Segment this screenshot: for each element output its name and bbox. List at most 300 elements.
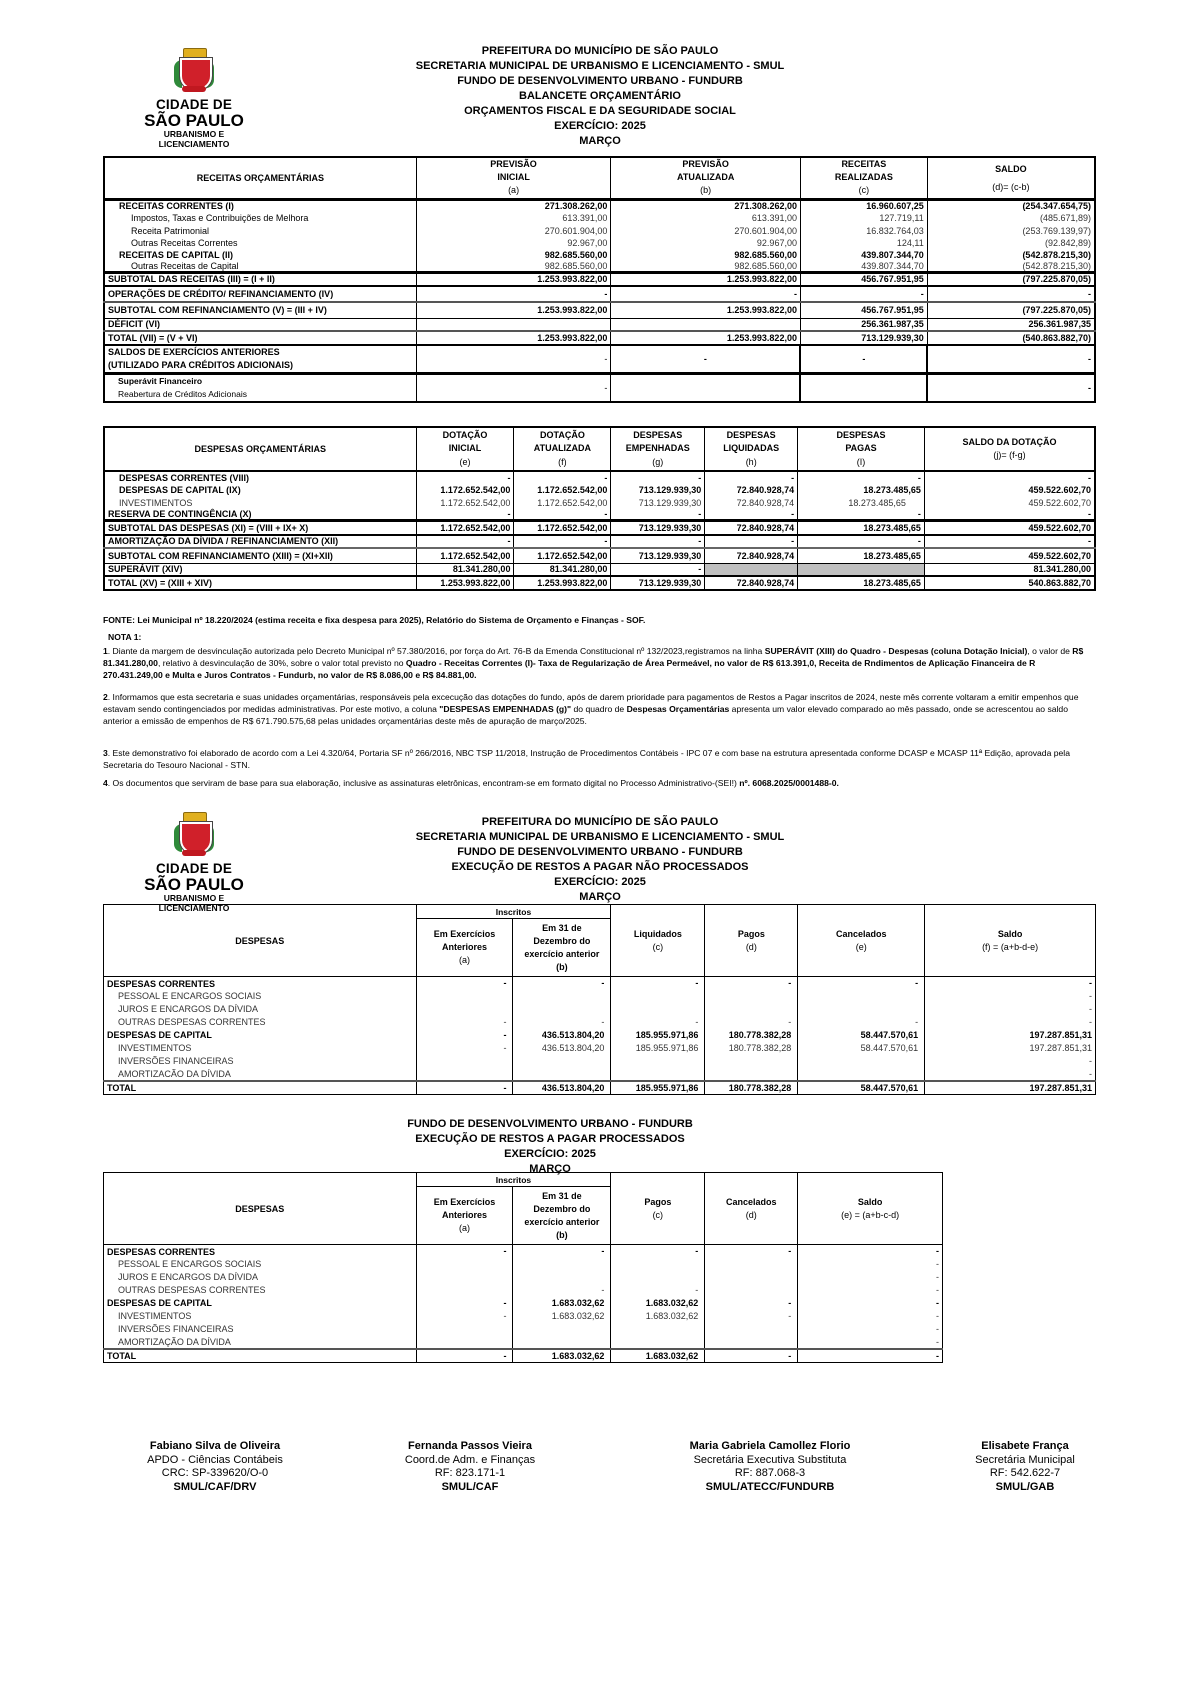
header-line: MARÇO [579,135,621,147]
signatory-id: CRC: SP-339620/O-0 [161,1467,269,1479]
header-line: EXERCÍCIO: 2025 [504,1148,596,1160]
cell-a: - [416,286,611,302]
cell-i: - [798,535,925,548]
cell-h: - [705,535,798,548]
signature-block [955,1440,1095,1494]
cell-f: - [1089,1056,1092,1066]
logo-line: URBANISMO E [163,893,225,903]
col-header-exercicios-anteriores: Em Exercícios Anteriores (a) [416,1187,513,1245]
cell-d: - [1088,383,1091,393]
cell-b [513,1271,611,1284]
cell-d [705,1284,798,1297]
table-row [104,199,1095,212]
row-label: PESSOAL E ENCARGOS SOCIAIS [104,1258,417,1271]
cell-b [611,374,801,403]
cell-c: 439.807.344,70 [800,250,927,261]
row-label: OUTRAS DESPESAS CORRENTES [104,1016,417,1029]
cell-d: (542.878.215,30) [1022,250,1091,260]
cell-i: 18.273.485,65 [798,496,925,509]
cell-c: - [800,286,927,302]
row-label: SUBTOTAL DAS DESPESAS (XI) = (VIII + IX+ X) [104,521,416,535]
cell-i: 18.273.485,65 [798,483,925,496]
cell-c: 256.361.987,35 [800,318,927,331]
table-row [104,302,1095,318]
cell-e: - [936,1336,939,1347]
cell-b [513,1068,611,1081]
row-label: DESPESAS DE CAPITAL [104,1297,417,1310]
col-header-31-dezembro: Em 31 de Dezembro do exercício anterior (b) [513,1187,611,1245]
cell-d: - [705,1297,798,1310]
row-label: PESSOAL E ENCARGOS SOCIAIS [104,990,417,1003]
row-label: SALDOS DE EXERCÍCIOS ANTERIORES (UTILIZADO PARA CRÉDITOS ADICIONAIS) [104,345,416,374]
cell-e: 58.447.570,61 [798,1029,925,1042]
col-header-dotacao-inicial: DOTAÇÃO INICIAL (e) [416,427,514,471]
cell-d: - [705,1245,798,1258]
cell-e: 81.341.280,00 [416,564,514,576]
cell-d [705,1271,798,1284]
table-row [104,1297,943,1310]
cell-f: 1.172.652.542,00 [514,496,611,509]
cell-j: 459.522.602,70 [1028,522,1091,533]
report-header-rp-nao-processados [380,815,820,905]
cell-a [416,1271,513,1284]
row-label: Superávit Financeiro Reabertura de Créditos Adicionais [104,374,416,403]
col-header-dotacao-atualizada: DOTAÇÃO ATUALIZADA (f) [514,427,611,471]
cell-b: 982.685.560,00 [611,261,801,273]
cell-g: - [611,535,705,548]
signatory-name: Maria Gabriela Camollez Florio [689,1440,851,1452]
cell-h: - [705,471,798,483]
cell-d: 180.778.382,28 [705,1029,798,1042]
col-header-saldo: SALDO (d)= (c-b) [992,163,1030,192]
row-label: DESPESAS DE CAPITAL [104,1029,417,1042]
header-line: EXERCÍCIO: 2025 [554,120,646,132]
cell-b: - [513,1016,611,1029]
cell-c [611,990,705,1003]
cell-e: - [798,1016,925,1029]
header-line: SECRETARIA MUNICIPAL DE URBANISMO E LICENCIAMENTO - SMUL [415,60,785,72]
table-row [104,1245,943,1258]
signatory-role: Coord.de Adm. e Finanças [404,1453,536,1466]
table-row [104,331,1095,345]
cell-f: - [514,535,611,548]
table-row [104,1029,1096,1042]
cell-e: - [416,471,514,483]
cell-d: (797.225.870,05) [1022,305,1091,316]
cell-c: 185.955.971,86 [611,1029,705,1042]
row-label: TOTAL (VII) = (V + VI) [104,331,416,345]
cell-e: - [936,1259,939,1269]
cell-e: - [936,1298,939,1308]
receitas-table [103,156,1096,403]
row-label: INVESTIMENTOS [104,1042,417,1055]
cell-d: (253.769.139,97) [1022,225,1091,236]
table-row [104,564,1095,576]
cell-b: - [611,345,801,374]
cell-c [611,1336,705,1349]
signatory-id: RF: 887.068-3 [734,1467,806,1479]
signature-block [385,1440,555,1494]
cell-d: (542.878.215,30) [1022,260,1091,271]
row-label: Outras Receitas de Capital [104,261,416,273]
col-header-inscritos: Inscritos [416,1173,611,1187]
cell-f: 1.172.652.542,00 [514,483,611,496]
logo-line: LICENCIAMENTO [158,139,230,149]
report-header-balancete [380,44,820,149]
cell-b [513,1336,611,1349]
cell-b: 1.683.032,62 [513,1349,611,1363]
cell-c [611,1258,705,1271]
table-row [104,250,1095,261]
col-header-liquidados: Liquidados (c) [611,905,705,977]
despesas-table [103,426,1096,591]
row-label: AMORTIZAÇÃO DA DÍVIDA / REFINANCIAMENTO (XII) [104,535,416,548]
row-label: TOTAL [104,1081,417,1095]
cell-d: - [1088,289,1091,299]
col-header-pagas: DESPESAS PAGAS (I) [798,427,925,471]
cell-e: - [416,509,514,521]
cell-b: 436.513.804,20 [513,1081,611,1095]
cell-c: 1.683.032,62 [611,1349,705,1363]
cell-b: 436.513.804,20 [513,1029,611,1042]
cell-a: 271.308.262,00 [416,199,611,212]
cell-c [611,1271,705,1284]
row-label: JUROS E ENCARGOS DA DÍVIDA [104,1271,417,1284]
table-row [104,521,1095,535]
cell-d: (540.863.882,70) [1022,333,1091,343]
signatory-unit: SMUL/GAB [995,1480,1055,1493]
cell-d: (92.842,89) [1044,238,1091,249]
col-header-exercicios-anteriores: Em Exercícios Anteriores (a) [416,919,513,977]
cell-e: 58.447.570,61 [798,1042,925,1055]
cell-d: - [1088,354,1091,364]
col-header-previsao-atualizada: PREVISÃO ATUALIZADA (b) [611,157,801,199]
cell-a [416,1323,513,1336]
cell-c: - [611,1245,705,1258]
row-label: DESPESAS CORRENTES [104,1245,417,1258]
header-line: FUNDO DE DESENVOLVIMENTO URBANO - FUNDURB [457,846,743,858]
row-label: RECEITAS DE CAPITAL (II) [104,250,416,261]
cell-d [705,1323,798,1336]
cell-a: 92.967,00 [416,237,611,250]
cell-e: 1.172.652.542,00 [416,521,514,535]
cell-a [416,1284,513,1297]
table-row [104,1336,943,1349]
cell-j: 81.341.280,00 [1033,564,1091,575]
row-label: SUBTOTAL COM REFINANCIAMENTO (V) = (III + IV) [104,302,416,318]
signatory-role: Secretária Executiva Substituta [693,1453,847,1466]
row-label: SUBTOTAL COM REFINANCIAMENTO (XIII) = (XI+XII) [104,548,416,564]
cell-a: - [416,1297,513,1310]
cell-e [798,990,925,1003]
cell-c: 16.832.764,03 [800,225,927,238]
cell-c [611,1055,705,1068]
table-row [104,548,1095,564]
col-header-despesas: DESPESAS ORÇAMENTÁRIAS [104,427,416,471]
row-label: RECEITAS CORRENTES (I) [104,199,416,212]
notes-section [103,631,1093,789]
col-header-empenhadas: DESPESAS EMPENHADAS (g) [611,427,705,471]
cell-a: - [416,977,513,990]
cell-g: - [611,471,705,483]
coat-of-arms-icon [174,812,214,860]
cell-a: - [416,1042,513,1055]
cell-a: 613.391,00 [416,212,611,225]
col-header-receitas: RECEITAS ORÇAMENTÁRIAS [104,157,416,199]
logo-line: URBANISMO E [163,129,225,139]
row-label: DESPESAS DE CAPITAL (IX) [104,483,416,496]
report-header-rp-processados [330,1117,770,1177]
header-line: PREFEITURA DO MUNICÍPIO DE SÃO PAULO [481,45,719,57]
cell-i: 18.273.485,65 [798,548,925,564]
cell-a: 270.601.904,00 [416,225,611,238]
cell-e: - [798,977,925,990]
col-header-cancelados: Cancelados (d) [705,1173,798,1245]
cell-e: - [416,535,514,548]
cell-f: - [1089,1068,1092,1079]
cell-e: - [936,1311,939,1321]
row-label: INVESTIMENTOS [104,1310,417,1323]
cell-d [705,1055,798,1068]
cell-a: - [416,1016,513,1029]
cell-e: - [936,1324,939,1334]
table-row [104,225,1095,238]
header-line: FUNDO DE DESENVOLVIMENTO URBANO - FUNDURB [407,1118,693,1130]
row-label: OUTRAS DESPESAS CORRENTES [104,1284,417,1297]
row-label: SUBTOTAL DAS RECEITAS (III) = (I + II) [104,272,416,286]
logo-line: SÃO PAULO [144,111,244,130]
cell-a [416,1336,513,1349]
col-header-saldo: Saldo (f) = (a+b-d-e) [925,905,1096,977]
cell-d [705,1003,798,1016]
cell-c: - [800,345,927,374]
cell-f: - [1089,1017,1092,1027]
table-row [104,1258,943,1271]
cell-d: - [705,1310,798,1323]
signatory-unit: SMUL/CAF/DRV [173,1480,257,1493]
header-line: BALANCETE ORÇAMENTÁRIO [519,90,681,102]
cell-a [416,1068,513,1081]
cell-f: - [514,471,611,483]
cell-a: - [416,1029,513,1042]
cell-a [416,1055,513,1068]
cell-c: 124,11 [800,237,927,250]
table-row [104,212,1095,225]
cell-f: - [514,509,611,521]
cell-e: - [936,1350,939,1361]
row-label: Receita Patrimonial [104,225,416,238]
row-label: RESERVA DE CONTINGÊNCIA (X) [104,509,416,521]
cell-b [513,990,611,1003]
table-row [104,990,1096,1003]
cell-e [798,1068,925,1081]
cell-a: - [416,374,611,403]
cell-b: 1.253.993.822,00 [611,331,801,345]
cell-b: 270.601.904,00 [611,225,801,238]
row-label: JUROS E ENCARGOS DA DÍVIDA [104,1003,417,1016]
header-line: MARÇO [529,1163,571,1175]
table-row [104,237,1095,250]
cell-d: (797.225.870,05) [1022,274,1091,285]
cell-b: - [513,1284,611,1297]
row-label: OPERAÇÕES DE CRÉDITO/ REFINANCIAMENTO (IV) [104,286,416,302]
notes-title: NOTA 1: [108,632,142,642]
cell-d: (485.671,89) [1039,213,1091,224]
cell-f: 197.287.851,31 [1029,1030,1092,1040]
cell-f: 1.253.993.822,00 [514,576,611,590]
cell-d: 256.361.987,35 [1028,319,1091,330]
cell-i [798,564,925,576]
cell-i: - [798,509,925,521]
table-row [104,535,1095,548]
table-row [104,509,1095,521]
row-label: Impostos, Taxas e Contribuições de Melhora [104,212,416,225]
cell-d: - [705,1349,798,1363]
cell-j: 459.522.602,70 [1028,484,1091,495]
cell-g: 713.129.939,30 [611,496,705,509]
cell-c: 456.767.951,95 [800,302,927,318]
cell-e: - [936,1246,939,1257]
cell-h: 72.840.928,74 [705,496,798,509]
cell-a: - [416,345,611,374]
col-header-pagos: Pagos (d) [705,905,798,977]
cell-i: 18.273.485,65 [798,521,925,535]
cell-c: - [611,1016,705,1029]
cell-b [513,1323,611,1336]
cell-e: 1.172.652.542,00 [416,496,514,509]
cell-h [705,564,798,576]
cell-c [800,374,927,403]
cell-i: 18.273.485,65 [798,576,925,590]
table-row [104,1323,943,1336]
cell-a: - [416,1245,513,1258]
cell-h: 72.840.928,74 [705,576,798,590]
row-label: DESPESAS CORRENTES [104,977,417,990]
cell-a [416,1003,513,1016]
header-line: EXECUÇÃO DE RESTOS A PAGAR PROCESSADOS [415,1133,685,1145]
signatory-role: Secretária Municipal [975,1453,1075,1466]
col-header-saldo: Saldo (e) = (a+b-c-d) [798,1173,943,1245]
cell-j: - [1088,536,1091,546]
cell-e: 58.447.570,61 [798,1081,925,1095]
table-row [104,261,1095,273]
table-row [104,286,1095,302]
cell-g: 713.129.939,30 [611,576,705,590]
col-header-despesas: DESPESAS [104,905,417,977]
cell-f: 81.341.280,00 [514,564,611,576]
cell-d: (254.347.654,75) [1022,201,1091,212]
header-line: MARÇO [579,891,621,903]
cell-i: - [798,471,925,483]
row-label: TOTAL [104,1349,417,1363]
fonte-text: FONTE: Lei Municipal nº 18.220/2024 (estima receita e fixa despesa para 2025), Relatório do Sistema de Orçamento e Finanças - SOF. [103,615,646,625]
cell-f: - [1089,978,1092,989]
cell-d [705,1258,798,1271]
col-header-cancelados: Cancelados (e) [798,905,925,977]
cell-b [513,1055,611,1068]
city-logo [142,48,246,149]
header-line: ORÇAMENTOS FISCAL E DA SEGURIDADE SOCIAL [464,105,736,117]
cell-e: - [936,1285,939,1295]
cell-g: - [611,509,705,521]
note-4: 4. Os documentos que serviram de base para sua elaboração, inclusive as assinaturas eletrônicas, encontram-se em formato digital no Processo Administrativo-(SEI!) nº. 6068.2025/0001488-0. [103,778,839,788]
note-3: 3. Este demonstrativo foi elaborado de acordo com a Lei 4.320/64, Portaria SF nº 266/2016, NBC TSP 11/2018, Instrução de Procedimentos Contábeis - IPC 07 e com base na estrutura apresentada conforme DCASP e MCASP 11ª Edição, aprovada pela Secretaria do Tesouro Nacional - STN. [103,748,1070,770]
row-label: DÉFICIT (VI) [104,318,416,331]
cell-c: 127.719,11 [800,212,927,225]
table-row [104,1284,943,1297]
cell-j: - [1088,509,1091,519]
cell-c [611,1068,705,1081]
cell-a: 982.685.560,00 [416,250,611,261]
col-header-saldo-dotacao: SALDO DA DOTAÇÃO (j)= (f-g) [962,437,1057,460]
signatory-unit: SMUL/ATECC/FUNDURB [705,1480,835,1493]
table-row [104,1271,943,1284]
table-row [104,1055,1096,1068]
signatory-name: Fabiano Silva de Oliveira [149,1440,281,1452]
cell-f: 197.287.851,31 [1029,1043,1092,1053]
header-line: FUNDO DE DESENVOLVIMENTO URBANO - FUNDURB [457,75,743,87]
cell-b: 271.308.262,00 [611,199,801,212]
cell-f: - [1089,1004,1092,1014]
cell-a: - [416,1310,513,1323]
table-row [104,374,1095,403]
cell-h: 72.840.928,74 [705,521,798,535]
cell-e: - [936,1272,939,1282]
cell-d: - [705,1016,798,1029]
table-row [104,1003,1096,1016]
cell-d: 180.778.382,28 [705,1081,798,1095]
row-label: AMORTIZACÃO DA DÍVIDA [104,1068,417,1081]
cell-c: 16.960.607,25 [800,199,927,212]
cell-d: 180.778.382,28 [705,1042,798,1055]
cell-e [798,1055,925,1068]
table-row [104,345,1095,374]
cell-b: 92.967,00 [611,237,801,250]
cell-c: 185.955.971,86 [611,1081,705,1095]
cell-f: 1.172.652.542,00 [514,548,611,564]
cell-a [416,318,611,331]
table-row [104,483,1095,496]
cell-e [798,1003,925,1016]
cell-b: 1.683.032,62 [513,1297,611,1310]
cell-b: 1.253.993.822,00 [611,272,801,286]
table-row [104,471,1095,483]
cell-a: - [416,1349,513,1363]
rp-processados-table [103,1172,943,1363]
col-header-pagos: Pagos (c) [611,1173,705,1245]
cell-c [611,1323,705,1336]
header-line: EXECUÇÃO DE RESTOS A PAGAR NÃO PROCESSADOS [451,861,749,873]
table-total-row [104,1081,1096,1095]
table-row [104,1016,1096,1029]
header-line: SECRETARIA MUNICIPAL DE URBANISMO E LICENCIAMENTO - SMUL [415,831,785,843]
cell-b [513,1003,611,1016]
signatory-unit: SMUL/CAF [441,1480,499,1493]
cell-j: 459.522.602,70 [1028,497,1091,508]
signature-block [660,1440,880,1494]
cell-a: 982.685.560,00 [416,261,611,273]
note-2: 2. Informamos que esta secretaria e suas unidades orçamentárias, responsáveis pela excecução das dotações do fundo, após de darem prioridade para pagamentos de Restos a Pagar inscritos de 2024, neste mês corrente voltaram a emitir empenhos que estavam sendo contingenciados por medidas administrativas. Por este motivo, a coluna "DESPESAS EMPENHADAS (g)" do quadro de Despesas Orçamentárias apresenta um valor elevado comparado ao mês passado, onde se acrescentou ao saldo anterior a emissão de empenhos de R$ 671.790.575,68 pelas unidades orçamentárias deste mês de apuração de março/2025. [103,692,1079,726]
cell-b: - [611,286,801,302]
table-row [104,1042,1096,1055]
cell-b: 1.253.993.822,00 [611,302,801,318]
table-total-row [104,1349,943,1363]
cell-c: 185.955.971,86 [611,1042,705,1055]
cell-f: 197.287.851,31 [1029,1082,1092,1093]
cell-c: 1.683.032,62 [611,1310,705,1323]
row-label: DESPESAS CORRENTES (VIII) [104,471,416,483]
cell-h: 72.840.928,74 [705,548,798,564]
